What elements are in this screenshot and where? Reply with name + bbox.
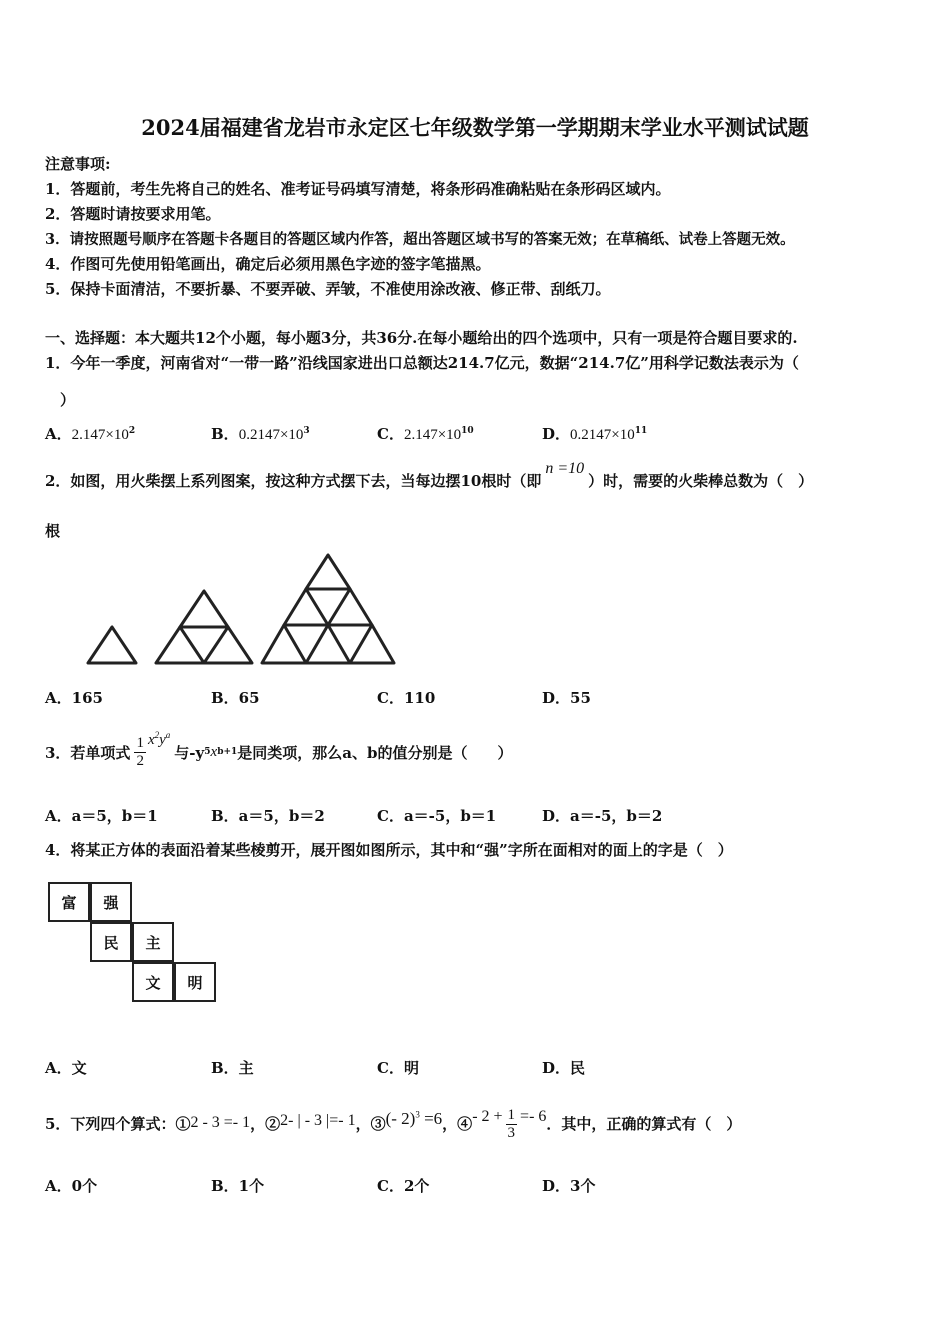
question-4-option-c[interactable]: C．明 [377,1059,419,1077]
matchstick-triangle-3c [328,589,372,625]
question-3-option-d[interactable]: D．a＝-5，b＝2 [542,807,663,825]
net-cell-qiang: 强 [90,882,132,922]
net-cell-wen: 文 [132,962,174,1002]
net-cell-ming: 明 [174,962,216,1002]
question-3-option-c[interactable]: C．a＝-5，b＝1 [377,807,497,825]
question-5-formula-3: (- 2)$^3$ =6 [385,1109,443,1128]
question-2-option-c[interactable]: C．110 [377,689,436,707]
cube-net [48,882,223,1007]
question-3-option-b[interactable]: B．a＝5，b＝2 [211,807,325,825]
question-2-text-2: 根 [45,522,61,540]
matchstick-triangle-3f [350,625,394,663]
question-1-option-a[interactable]: A．$2.147\times 10^2$ [45,425,136,443]
question-2-option-b[interactable]: B．65 [211,689,260,707]
question-1-option-c[interactable]: C．$2.147\times 10^{10}$ [377,425,474,443]
question-3-text: 3．若单项式 $\frac{1}{2}$ $x^2y^a$ 与-y 5 x b+1 是同类项，那么a、b的值分别是（ ） [45,729,513,769]
question-1-text-2: ） [60,391,76,409]
question-5-option-b[interactable]: B．1个 [211,1177,265,1195]
question-1-option-b[interactable]: B．$0.2147\times 10^3$ [211,425,310,443]
question-5-text: 5．下列四个算式：① 2 - 3 =- 1 ，② 2- | - 3 |=- 1 ，③ (- 2)$^3$ =6 ，④ - 2 + $\frac{1}{3}$ =- 6 ．其中，正确的算式有（ ） [45,1095,741,1151]
question-1-text: 1．今年一季度，河南省对“一带一路”沿线国家进出口总额达214.7亿元，数据“214.7亿”用科学记数法表示为（ [45,354,799,372]
question-2-formula: n =10 [545,460,585,477]
matchstick-triangle-3a [306,555,350,589]
question-2-text: 2．如图，用火柴摆上系列图案，按这种方式摆下去，当每边摆10根时（即n =10）时，需要的火柴棒总数为（ ） [45,460,814,490]
note-item-3: 3．请按照题号顺序在答题卡各题目的答题区域内作答，超出答题区域书写的答案无效；在草稿纸、试卷上答题无效。 [45,231,795,248]
matchstick-figure [40,545,410,670]
question-3-fraction: $\frac{1}{2}$ [136,734,144,769]
matchstick-triangle-3d [262,625,306,663]
question-4-option-d[interactable]: D．民 [542,1059,586,1077]
matchstick-triangle-3e [306,625,350,663]
question-5-option-a[interactable]: A．0个 [45,1177,98,1195]
question-5-formula-1: 2 - 3 =- 1 [190,1114,251,1131]
question-1-option-d[interactable]: D．$0.2147\times 10^{11}$ [542,425,648,443]
question-4-option-b[interactable]: B．主 [211,1059,254,1077]
net-cell-zhu: 主 [132,922,174,962]
question-2-option-a[interactable]: A．165 [45,689,103,707]
question-5-option-d[interactable]: D．3个 [542,1177,596,1195]
note-item-5: 5．保持卡面清洁，不要折暴、不要弄破、弄皱，不准使用涂改液、修正带、刮纸刀。 [45,280,611,298]
matchstick-triangle-2a [180,591,228,627]
question-4-option-a[interactable]: A．文 [45,1059,87,1077]
net-cell-fu: 富 [48,882,90,922]
net-cell-min: 民 [90,922,132,962]
question-4-text: 4．将某正方体的表面沿着某些棱剪开，展开图如图所示，其中和“强”字所在面相对的面上的字是（ ） [45,841,733,859]
matchstick-triangle-2c [204,627,252,663]
note-item-4: 4．作图可先使用铅笔画出，确定后必须用黑色字迹的签字笔描黑。 [45,255,491,273]
matchstick-triangle-1 [88,627,136,663]
section-header: 一、选择题：本大题共12个小题，每小题3分，共36分.在每小题给出的四个选项中，只有一项是符合题目要求的. [45,329,798,347]
matchstick-triangle-3b [284,589,328,625]
question-3-option-a[interactable]: A．a＝5，b＝1 [45,807,158,825]
note-item-1: 1．答题前，考生先将自己的姓名、准考证号码填写清楚，将条形码准确粘贴在条形码区域内。 [45,180,671,198]
question-5-formula-4: - 2 + $\frac{1}{3}$ =- 6 [472,1106,547,1141]
question-5-formula-2: 2- | - 3 |=- 1 [280,1112,356,1129]
page-title: 2024届福建省龙岩市永定区七年级数学第一学期期末学业水平测试试题 [141,115,809,140]
question-2-option-d[interactable]: D．55 [542,689,591,707]
matchstick-triangle-2b [156,627,204,663]
notes-header: 注意事项: [45,155,111,173]
question-5-option-c[interactable]: C．2个 [377,1177,430,1195]
note-item-2: 2．答题时请按要求用笔。 [45,205,221,223]
